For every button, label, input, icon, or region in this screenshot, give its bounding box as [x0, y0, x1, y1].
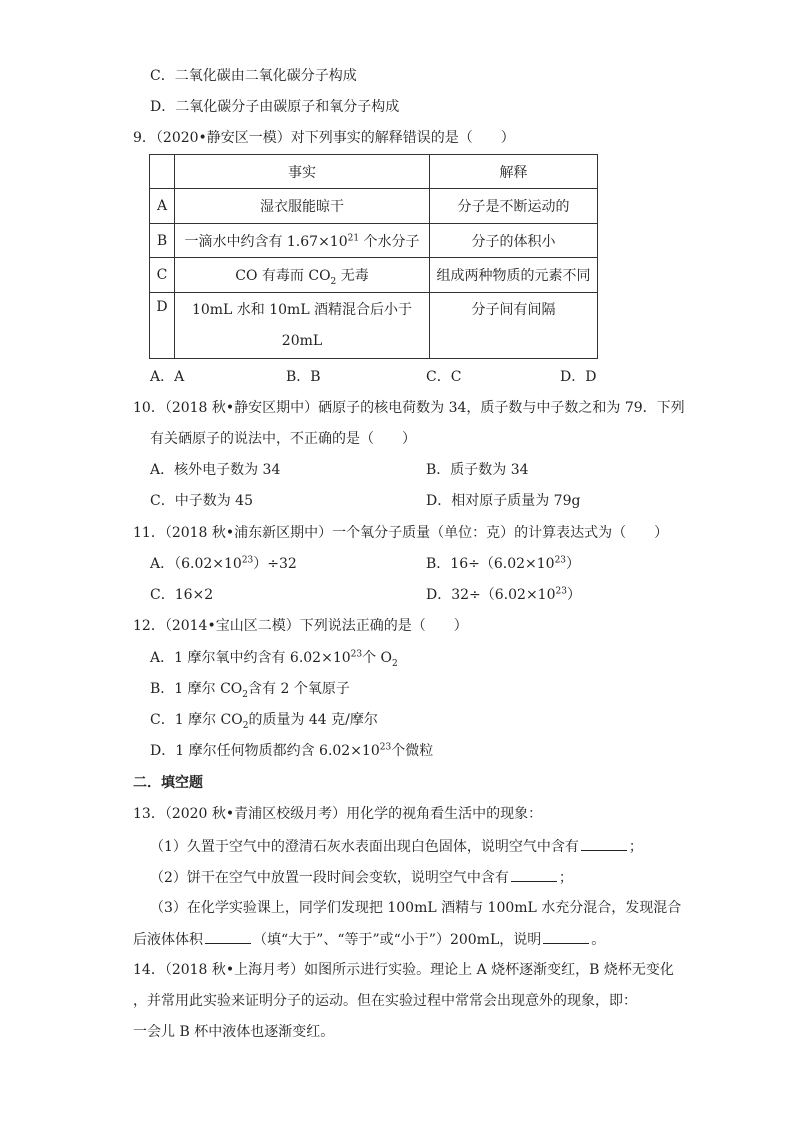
q11-option-b: [426, 554, 580, 574]
sub-text: （填“大于”、“等于”或“小于”）200mL，说明: [253, 932, 542, 948]
fact-subscript: 2: [330, 276, 337, 287]
option-exponent: 23: [379, 742, 392, 753]
answer-blank[interactable]: [511, 867, 557, 882]
table-corner-cell: [150, 155, 175, 189]
option-text: 含有 2 个氧原子: [248, 681, 350, 697]
table-header-row: [150, 155, 598, 189]
row-explain: 分子的体积小: [430, 224, 598, 258]
q9-option-d: D．D: [560, 369, 597, 385]
q13-stem: 13．（2020 秋•青浦区校级月考）用化学的视角看生活中的现象：: [133, 806, 543, 822]
q8-option-d: D．二氧化碳分子由碳原子和氧分子构成: [150, 99, 400, 115]
q14-line2: ，并常用此实验来证明分子的运动。但在实验过程中常常会出现意外的现象，即：: [133, 993, 637, 1009]
option-exponent: 23: [350, 649, 363, 660]
fact-line: 10mL 水和 10mL 酒精混合后小于: [191, 301, 413, 318]
answer-blank[interactable]: [205, 929, 251, 944]
q9-option-c: C．C: [426, 369, 462, 385]
fact-line: 20mL: [281, 332, 323, 349]
q10-option-c: C．中子数为 45: [150, 493, 253, 509]
option-subscript: 2: [392, 658, 398, 669]
sub-text: （2）饼干在空气中放置一段时间会变软，说明空气中含有: [150, 870, 509, 886]
q10-option-d: D．相对原子质量为 79g: [426, 493, 581, 509]
option-exponent: 23: [241, 555, 254, 566]
q12-option-b: [150, 679, 350, 699]
q12-option-a: [150, 648, 398, 668]
table-row: [150, 258, 598, 293]
table-row: [150, 224, 598, 258]
option-exponent: 23: [554, 555, 567, 566]
table-row: [150, 189, 598, 224]
row-fact: [175, 224, 430, 258]
option-text: A．（6.02×10: [150, 556, 242, 572]
fact-exponent: 21: [347, 232, 360, 243]
header-explain: 解释: [430, 155, 598, 189]
option-subscript: 2: [242, 689, 249, 700]
option-text: ）÷32: [253, 556, 297, 572]
q11-stem: 11．（2018 秋•浦东新区期中）一个氧分子质量（单位：克）的计算表达式为（ ）: [133, 525, 669, 541]
option-text: D．1 摩尔任何物质都约含 6.02×10: [150, 743, 380, 759]
fact-text: CO 有毒而 CO: [235, 268, 331, 284]
q12-option-c: [150, 710, 378, 730]
row-label: D: [150, 293, 175, 359]
q9-stem: 9．（2020•静安区一模）对下列事实的解释错误的是（ ）: [133, 130, 515, 146]
q8-option-c: C．二氧化碳由二氧化碳分子构成: [150, 68, 357, 84]
sub-text: （1）久置于空气中的澄清石灰水表面出现白色固体，说明空气中含有: [150, 839, 579, 855]
option-text: 个 O: [362, 650, 393, 666]
fact-text: 无毒: [336, 268, 369, 284]
option-text: C．1 摩尔 CO: [150, 712, 243, 728]
sub-text: 。: [591, 932, 606, 948]
answer-blank[interactable]: [581, 836, 627, 851]
q14-line1: 14．（2018 秋•上海月考）如图所示进行实验。理论上 A 烧杯逐渐变红，B 烧杯无变化: [133, 962, 674, 978]
option-text: D．32÷（6.02×10: [426, 587, 556, 603]
fact-text: 一滴水中约含有 1.67×10: [184, 233, 348, 250]
q9-option-a: A．A: [150, 369, 185, 385]
q11-option-c: C．16×2: [150, 587, 214, 603]
option-text: A．1 摩尔氧中约含有 6.02×10: [150, 650, 351, 666]
option-subscript: 2: [242, 720, 249, 731]
row-fact: 湿衣服能晾干: [175, 189, 430, 224]
row-fact: [175, 258, 430, 293]
q9-facts-table: [149, 154, 598, 359]
option-text: ）: [566, 587, 581, 603]
row-label: B: [150, 224, 175, 258]
sub-text: 后液体体积: [133, 932, 203, 948]
option-exponent: 23: [555, 586, 567, 597]
row-explain: 分子是不断运动的: [430, 189, 598, 224]
q11-option-a: [150, 554, 297, 574]
row-explain: 组成两种物质的元素不同: [430, 258, 598, 293]
q10-option-b: B．质子数为 34: [426, 462, 529, 478]
option-text: 的质量为 44 克/摩尔: [248, 712, 378, 728]
q14-line3: 一会儿 B 杯中液体也逐渐变红。: [133, 1024, 335, 1040]
header-fact: 事实: [175, 155, 430, 189]
option-text: B．1 摩尔 CO: [150, 681, 243, 697]
row-fact: [175, 293, 430, 359]
q11-option-d: [426, 585, 581, 605]
q12-stem: 12．（2014•宝山区二模）下列说法正确的是（ ）: [133, 618, 468, 634]
fact-text: 个水分子: [359, 233, 420, 250]
option-text: 个微粒: [391, 743, 434, 759]
q13-sub2: [150, 867, 573, 888]
row-label: A: [150, 189, 175, 224]
option-text: B．16÷（6.02×10: [426, 556, 555, 572]
answer-blank[interactable]: [543, 929, 589, 944]
q10-stem-line2: 有关硒原子的说法中，不正确的是（ ）: [150, 431, 416, 447]
q13-sub3-line1: （3）在化学实验课上，同学们发现把 100mL 酒精与 100mL 水充分混合，发现混合: [150, 900, 682, 916]
q13-sub3-line2: [133, 929, 605, 950]
sub-text: ；: [628, 839, 643, 855]
q10-stem-line1: 10．（2018 秋•静安区期中）硒原子的核电荷数为 34，质子数与中子数之和为 79．下列: [133, 400, 685, 416]
section-title: 二．填空题: [133, 775, 203, 791]
q13-sub1: [150, 836, 643, 857]
q10-option-a: A．核外电子数为 34: [150, 462, 281, 478]
q12-option-d: [150, 741, 433, 761]
option-text: ）: [566, 556, 581, 572]
row-label: C: [150, 258, 175, 293]
row-explain: 分子间有间隔: [430, 293, 598, 359]
sub-text: ；: [558, 870, 573, 886]
table-row: [150, 293, 598, 359]
q9-option-b: B．B: [286, 369, 321, 385]
